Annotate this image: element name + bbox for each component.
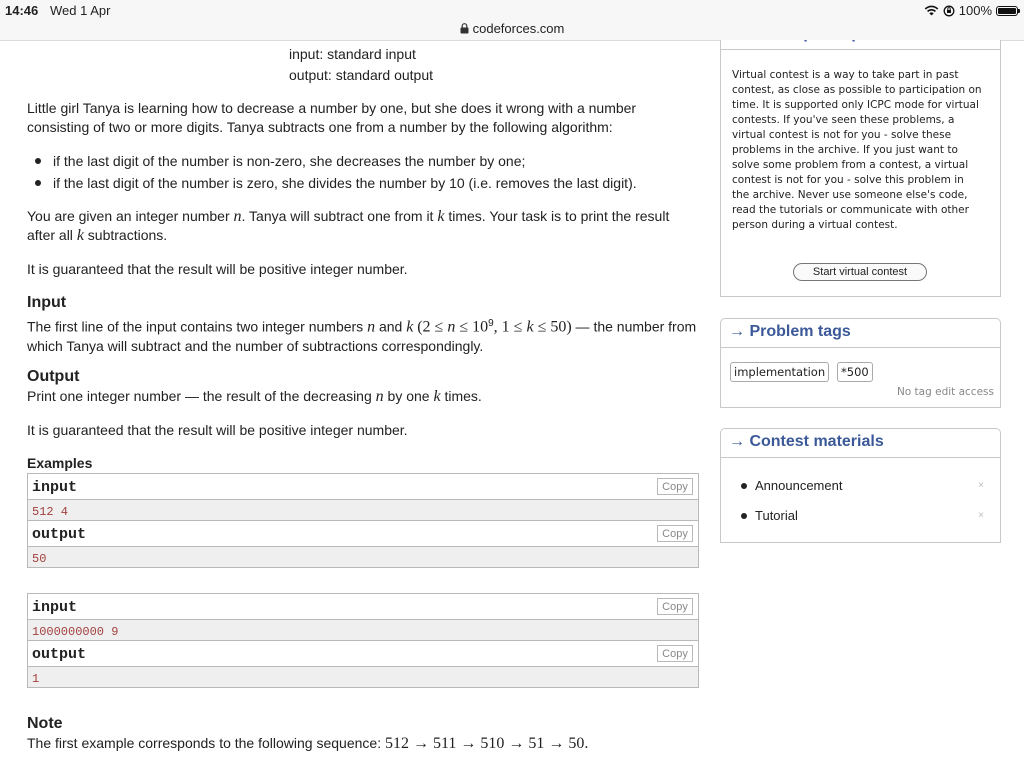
copy-button[interactable]: Copy xyxy=(657,478,693,495)
input-specification: The first line of the input contains two integer numbers n and k ($2 \le n \le 10^9$, 1 ≤ k ≤ 50) — the number from which Tanya will subtract and the number of subtractions correspondingly. xyxy=(27,318,697,354)
guarantee-text-2: It is guaranteed that the result will be positive integer number. xyxy=(27,422,408,438)
algorithm-bullet-2: if the last digit of the number is zero, she divides the number by 10 (i.e. removes the last digit). xyxy=(35,174,637,193)
example-input-value: 1000000000 9 xyxy=(28,620,698,641)
algorithm-bullet-1: if the last digit of the number is non-zero, she decreases the number by one; xyxy=(35,152,525,171)
example-2 xyxy=(27,593,699,688)
examples-title: Examples xyxy=(27,455,93,471)
example-output-header xyxy=(28,521,698,547)
url-text: codeforces.com xyxy=(472,21,565,36)
status-right xyxy=(924,3,1018,18)
contest-materials-box xyxy=(720,428,1001,543)
virtual-participation-description: Virtual contest is a way to take part in past contest, as close as possible to participation on time. It is supported only ICPC mode for virtual contests. If you've seen these problems, a virtual contest is not for you - solve these problems in the archive. If you just want to solve some problem from a contest, a virtual contest is not for you - solve this problem in the archive. Never use someone else's code, read the tutorials or communicate with other person during a virtual contest. xyxy=(732,69,982,231)
orientation-lock-icon xyxy=(943,5,955,17)
note-text: The first example corresponds to the following sequence: 512 → 511 → 510 → 51 → 50. xyxy=(27,735,589,752)
example-input-value: 512 4 xyxy=(28,500,698,521)
close-icon: × xyxy=(978,480,984,491)
ios-status-bar xyxy=(0,0,1024,20)
material-announcement-link[interactable]: Announcement xyxy=(741,478,842,493)
guarantee-text: It is guaranteed that the result will be positive integer number. xyxy=(27,261,408,277)
no-tag-edit-access: No tag edit access xyxy=(896,386,994,398)
wifi-icon xyxy=(924,5,939,16)
example-input-label: input xyxy=(32,479,78,496)
clock-time: 14:46 xyxy=(5,3,39,18)
material-tutorial-link[interactable]: Tutorial xyxy=(741,508,798,523)
copy-button[interactable]: Copy xyxy=(657,645,693,662)
note-section-title: Note xyxy=(27,715,63,732)
problem-tags-box xyxy=(720,318,1001,408)
given-paragraph: You are given an integer number n. Tanya will subtract one from it k times. Your task is to print the result after all k subtractions. xyxy=(27,208,670,244)
example-1 xyxy=(27,473,699,568)
virtual-participation-box xyxy=(720,20,1001,297)
copy-button[interactable]: Copy xyxy=(657,598,693,615)
example-output-label: output xyxy=(32,526,87,543)
example-output-header xyxy=(28,641,698,667)
example-output-value: 1 xyxy=(28,667,698,687)
output-file-line: output: standard output xyxy=(289,67,433,83)
example-output-label: output xyxy=(32,646,87,663)
example-output-value: 50 xyxy=(28,547,698,567)
clock-date: Wed 1 Apr xyxy=(50,3,111,18)
problem-legend: Little girl Tanya is learning how to decrease a number by one, but she does it wrong with a number consisting of two or more digits. Tanya subtracts one from a number by the following algorithm: xyxy=(27,100,637,135)
input-section-title: Input xyxy=(27,294,67,311)
close-icon: × xyxy=(978,510,984,521)
output-specification: Print one integer number — the result of the decreasing n by one k times. xyxy=(27,388,482,405)
example-input-label: input xyxy=(32,599,78,616)
start-virtual-contest-button[interactable]: Start virtual contest xyxy=(793,263,927,281)
input-file-line: input: standard input xyxy=(289,46,416,62)
battery-percent: 100% xyxy=(958,3,992,18)
tag-implementation[interactable]: implementation xyxy=(730,362,829,382)
output-section-title: Output xyxy=(27,368,80,385)
copy-button[interactable]: Copy xyxy=(657,525,693,542)
battery-icon xyxy=(996,6,1018,16)
contest-materials-caption: → Contest materials xyxy=(721,429,1000,458)
example-input-header xyxy=(28,474,698,500)
problem-tags-caption: → Problem tags xyxy=(721,319,1000,348)
example-input-header xyxy=(28,594,698,620)
url-bar-overlay xyxy=(0,20,1024,40)
tag-difficulty[interactable]: *500 xyxy=(837,362,873,382)
